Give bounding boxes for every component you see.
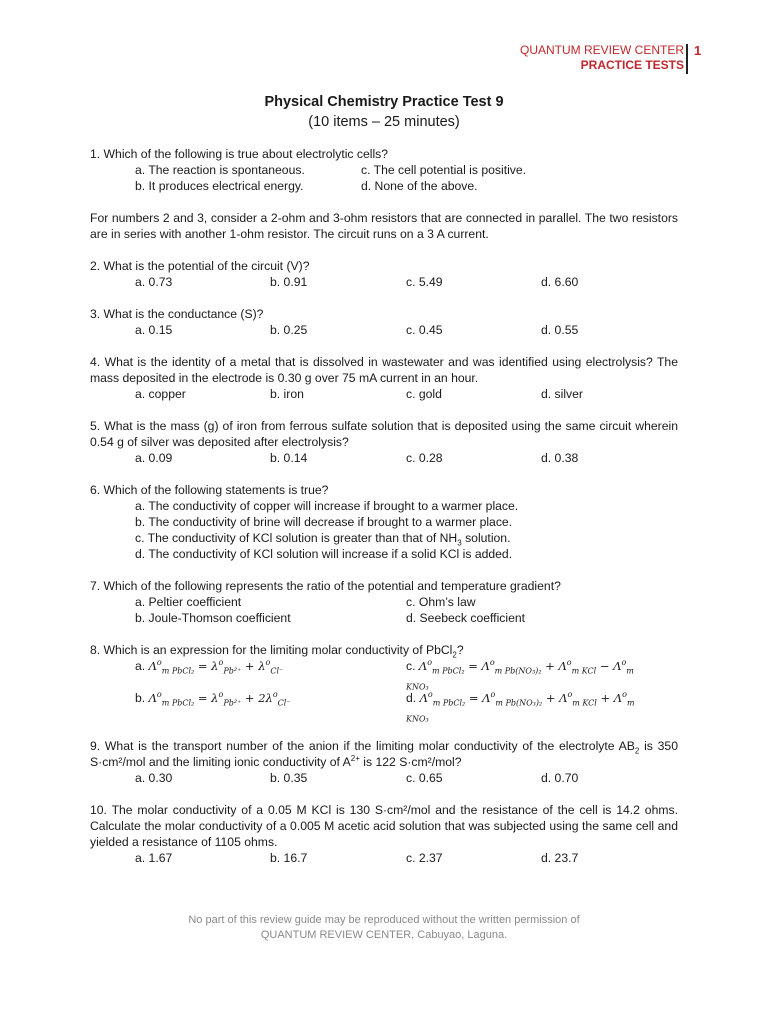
question-6 <box>90 482 678 562</box>
option-a: a. $\Lambda^o_{m PbCl_2} = \lambda^o_{Pb^{2+}} + \lambda^o_{Cl^-}$ <box>135 658 284 676</box>
option-c: c. 0.28 <box>406 451 443 465</box>
option-d: d. 0.38 <box>541 451 579 465</box>
header-divider <box>686 44 688 74</box>
option-d: d. $\Lambda^o_{m PbCl_2} = \Lambda^o_{m Pb(NO_3)_2} + \Lambda^o_{m KCl} + \Lambda^o_{m KNO_3}$ <box>406 690 635 724</box>
option-c: c. gold <box>406 387 442 401</box>
page-number: 1 <box>694 43 702 58</box>
option-c: c. The conductivity of KCl solution is greater than that of $NH_3$ solution. <box>135 531 511 548</box>
option-d: d. 0.55 <box>541 323 579 337</box>
header-org: QUANTUM REVIEW CENTER <box>519 43 684 57</box>
question-stem: 5. What is the mass (g) of iron from ferrous sulfate solution that is deposited using the same circuit wherein 0.54 g of silver was deposited after electrolysis? <box>90 419 678 449</box>
option-d: d. silver <box>541 387 583 401</box>
intro-paragraph: For numbers 2 and 3, consider a 2-ohm and 3-ohm resistors that are connected in parallel. The two resistors are in series with another 1-ohm resistor. The circuit runs on a 3 A current. <box>90 211 678 241</box>
option-d: d. None of the above. <box>361 179 478 193</box>
question-3 <box>90 306 678 338</box>
option-a: a. copper <box>135 387 186 401</box>
option-a: a. The reaction is spontaneous. <box>135 163 305 177</box>
page-subtitle: (10 items – 25 minutes) <box>308 114 460 130</box>
option-b: b. 0.91 <box>270 275 308 289</box>
question-stem: 10. The molar conductivity of a 0.05 M KCl is 130 S·cm²/mol and the resistance of the cell is 14.2 ohms. Calculate the molar conductivity of a 0.005 M acetic acid solution that was subjected using the same cell and yielded a resistance of 1105 ohms. <box>90 803 678 849</box>
test-content <box>90 146 678 882</box>
question-stem: 2. What is the potential of the circuit (V)? <box>90 259 310 273</box>
question-9 <box>90 738 678 786</box>
header-subtitle: PRACTICE TESTS <box>580 58 684 72</box>
page-footer <box>0 913 768 943</box>
question-stem: 3. What is the conductance (S)? <box>90 307 264 321</box>
title-block <box>0 93 768 132</box>
option-a: a. 0.73 <box>135 275 173 289</box>
option-c: c. 5.49 <box>406 275 443 289</box>
option-a: a. 1.67 <box>135 851 173 865</box>
option-c: c. 0.65 <box>406 771 443 785</box>
option-c: c. The cell potential is positive. <box>361 163 527 177</box>
option-d: d. 23.7 <box>541 851 579 865</box>
page-header <box>520 43 684 73</box>
option-c: c. 2.37 <box>406 851 443 865</box>
question-stem: 8. Which is an expression for the limiting molar conductivity of PbCl$_2$? <box>90 643 464 660</box>
question-8 <box>90 642 678 722</box>
option-a: a. The conductivity of copper will increase if brought to a warmer place. <box>135 499 519 513</box>
option-b: b. 0.35 <box>270 771 308 785</box>
option-b: b. iron <box>270 387 304 401</box>
option-d: d. Seebeck coefficient <box>406 611 526 625</box>
option-d: d. 6.60 <box>541 275 579 289</box>
footer-line-1: No part of this review guide may be reproduced without the written permission of <box>188 914 580 926</box>
question-stem: 7. Which of the following represents the ratio of the potential and temperature gradient? <box>90 579 561 593</box>
question-5 <box>90 418 678 466</box>
question-10 <box>90 802 678 866</box>
option-b: b. 0.14 <box>270 451 308 465</box>
option-c: c. Ohm’s law <box>406 595 476 609</box>
option-a: a. 0.09 <box>135 451 173 465</box>
option-b: b. 0.25 <box>270 323 308 337</box>
option-c: c. $\Lambda^o_{m PbCl_2} = \Lambda^o_{m Pb(NO_3)_2} + \Lambda^o_{m KCl} - \Lambda^o_{m KNO_3}$ <box>406 658 634 692</box>
option-c: c. 0.45 <box>406 323 443 337</box>
question-stem: 9. What is the transport number of the anion if the limiting molar conductivity of the electrolyte $AB_2$ is 350 S·cm²/mol and the limiting ionic conductivity of $A^{2+}$ is 122 S·cm²/mol? <box>90 739 678 769</box>
page-title: Physical Chemistry Practice Test 9 <box>264 94 504 110</box>
option-a: a. 0.30 <box>135 771 173 785</box>
question-1 <box>90 146 678 194</box>
option-a: a. Peltier coefficient <box>135 595 242 609</box>
option-b: b. $\Lambda^o_{m PbCl_2} = \lambda^o_{Pb^{2+}} + 2\lambda^o_{Cl^-}$ <box>135 690 291 708</box>
question-4 <box>90 354 678 402</box>
question-2 <box>90 258 678 290</box>
question-stem: 6. Which of the following statements is true? <box>90 483 329 497</box>
question-stem: 1. Which of the following is true about electrolytic cells? <box>90 147 389 161</box>
question-7 <box>90 578 678 626</box>
option-d: d. The conductivity of KCl solution will increase if a solid KCl is added. <box>135 547 513 561</box>
footer-line-2: QUANTUM REVIEW CENTER, Cabuyao, Laguna. <box>260 929 508 941</box>
option-b: b. The conductivity of brine will decrease if brought to a warmer place. <box>135 515 513 529</box>
option-b: b. Joule-Thomson coefficient <box>135 611 291 625</box>
option-d: d. 0.70 <box>541 771 579 785</box>
option-a: a. 0.15 <box>135 323 173 337</box>
option-b: b. It produces electrical energy. <box>135 179 304 193</box>
question-stem: 4. What is the identity of a metal that is dissolved in wastewater and was identified using electrolysis? The mass deposited in the electrode is 0.30 g over 75 mA current in an hour. <box>90 355 678 385</box>
option-b: b. 16.7 <box>270 851 308 865</box>
